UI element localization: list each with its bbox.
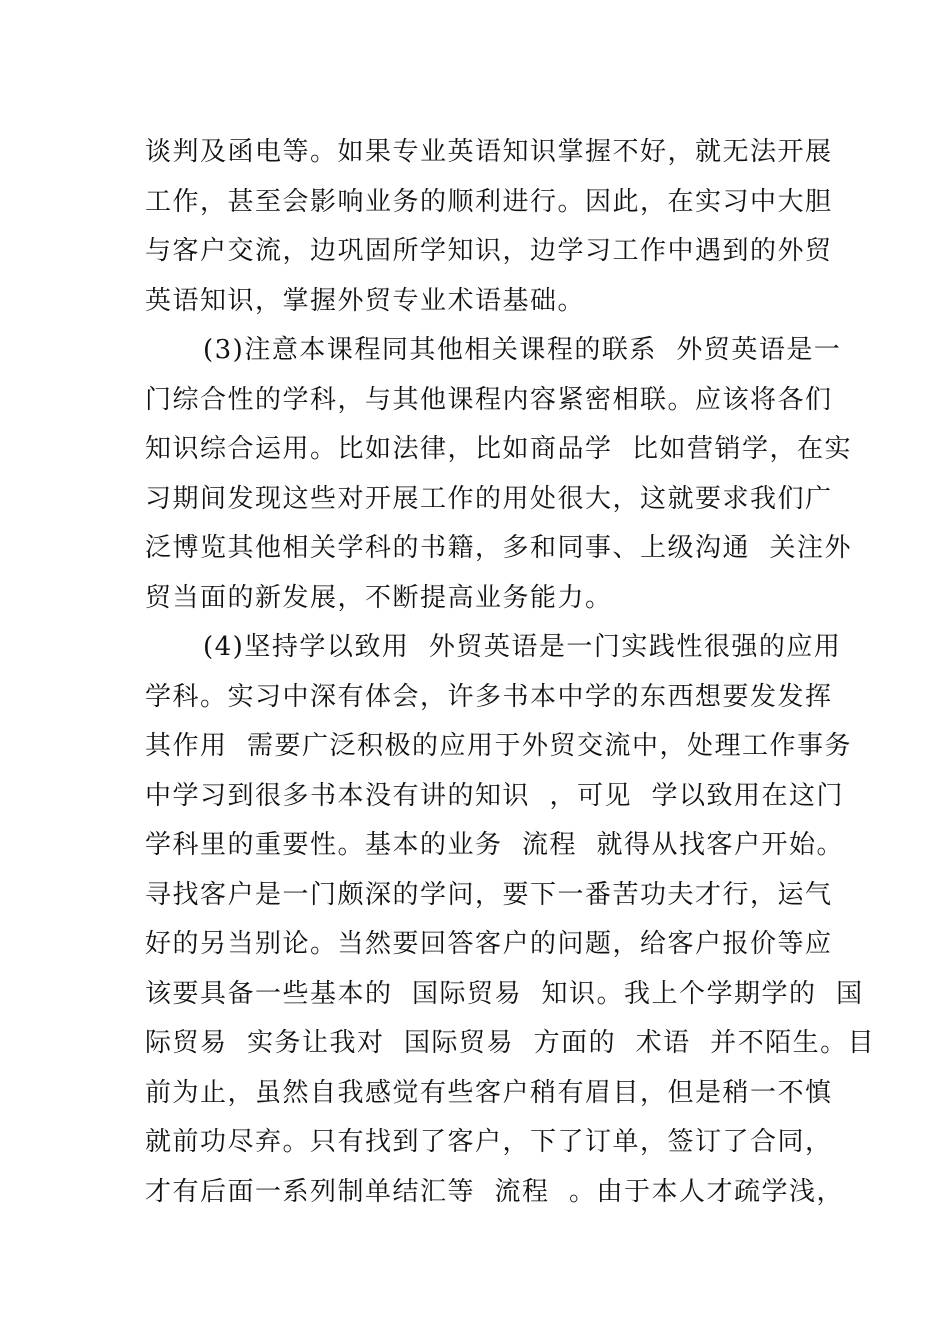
text-line: 中学习到很多书本没有讲的知识 ，可见 学以致用在这门 <box>145 780 845 811</box>
text-line: 学科。实习中深有体会，许多书本中学的东西想要发发挥 <box>145 681 833 712</box>
text-line: 际贸易 实务让我对 国际贸易 方面的 术语 并不陌生。目 <box>145 1028 876 1058</box>
text-line: 好的另当别论。当然要回答客户的问题，给客户报价等应 <box>145 929 833 959</box>
text-line: 该要具备一些基本的 国际贸易 知识。我上个学期学的 国 <box>145 978 864 1009</box>
text-line: 寻找客户是一门颇深的学问，要下一番苦功夫才行，运气 <box>145 879 833 910</box>
text-line: 英语知识，掌握外贸专业术语基础。 <box>145 285 586 316</box>
paragraph-4-first-line: (4)坚持学以致用 外贸英语是一门实践性很强的应用 <box>203 632 842 662</box>
text-line: 泛博览其他相关学科的书籍，多和同事、上级沟通 关注外 <box>145 533 853 563</box>
text-line: 习期间发现这些对开展工作的用处很大，这就要求我们广 <box>145 483 833 514</box>
text-line: 与客户交流，边巩固所学知识，边学习工作中遇到的外贸 <box>145 236 833 266</box>
text-line: 知识综合运用。比如法律，比如商品学 比如营销学，在实 <box>145 434 853 464</box>
text-line: 工作，甚至会影响业务的顺利进行。因此，在实习中大胆 <box>145 186 833 217</box>
body-text <box>145 128 876 1217</box>
text-line: 贸当面的新发展，不断提高业务能力。 <box>145 582 613 613</box>
text-line: 学科里的重要性。基本的业务 流程 就得从找客户开始。 <box>145 830 845 860</box>
text-line: 谈判及函电等。如果专业英语知识掌握不好，就无法开展 <box>145 137 833 167</box>
text-line: 门综合性的学科，与其他课程内容紧密相联。应该将各们 <box>145 384 833 415</box>
paragraph-3-first-line: (3)注意本课程同其他相关课程的联系 外贸英语是一 <box>203 335 842 365</box>
text-line: 前为止，虽然自我感觉有些客户稍有眉目，但是稍一不慎 <box>145 1077 833 1108</box>
text-line: 其作用 需要广泛积极的应用于外贸交流中，处理工作事务 <box>145 731 853 761</box>
text-line: 就前功尽弃。只有找到了客户，下了订单，签订了合同， <box>145 1127 833 1157</box>
text-line: 才有后面一系列制单结汇等 流程 。由于本人才疏学浅， <box>145 1176 845 1207</box>
